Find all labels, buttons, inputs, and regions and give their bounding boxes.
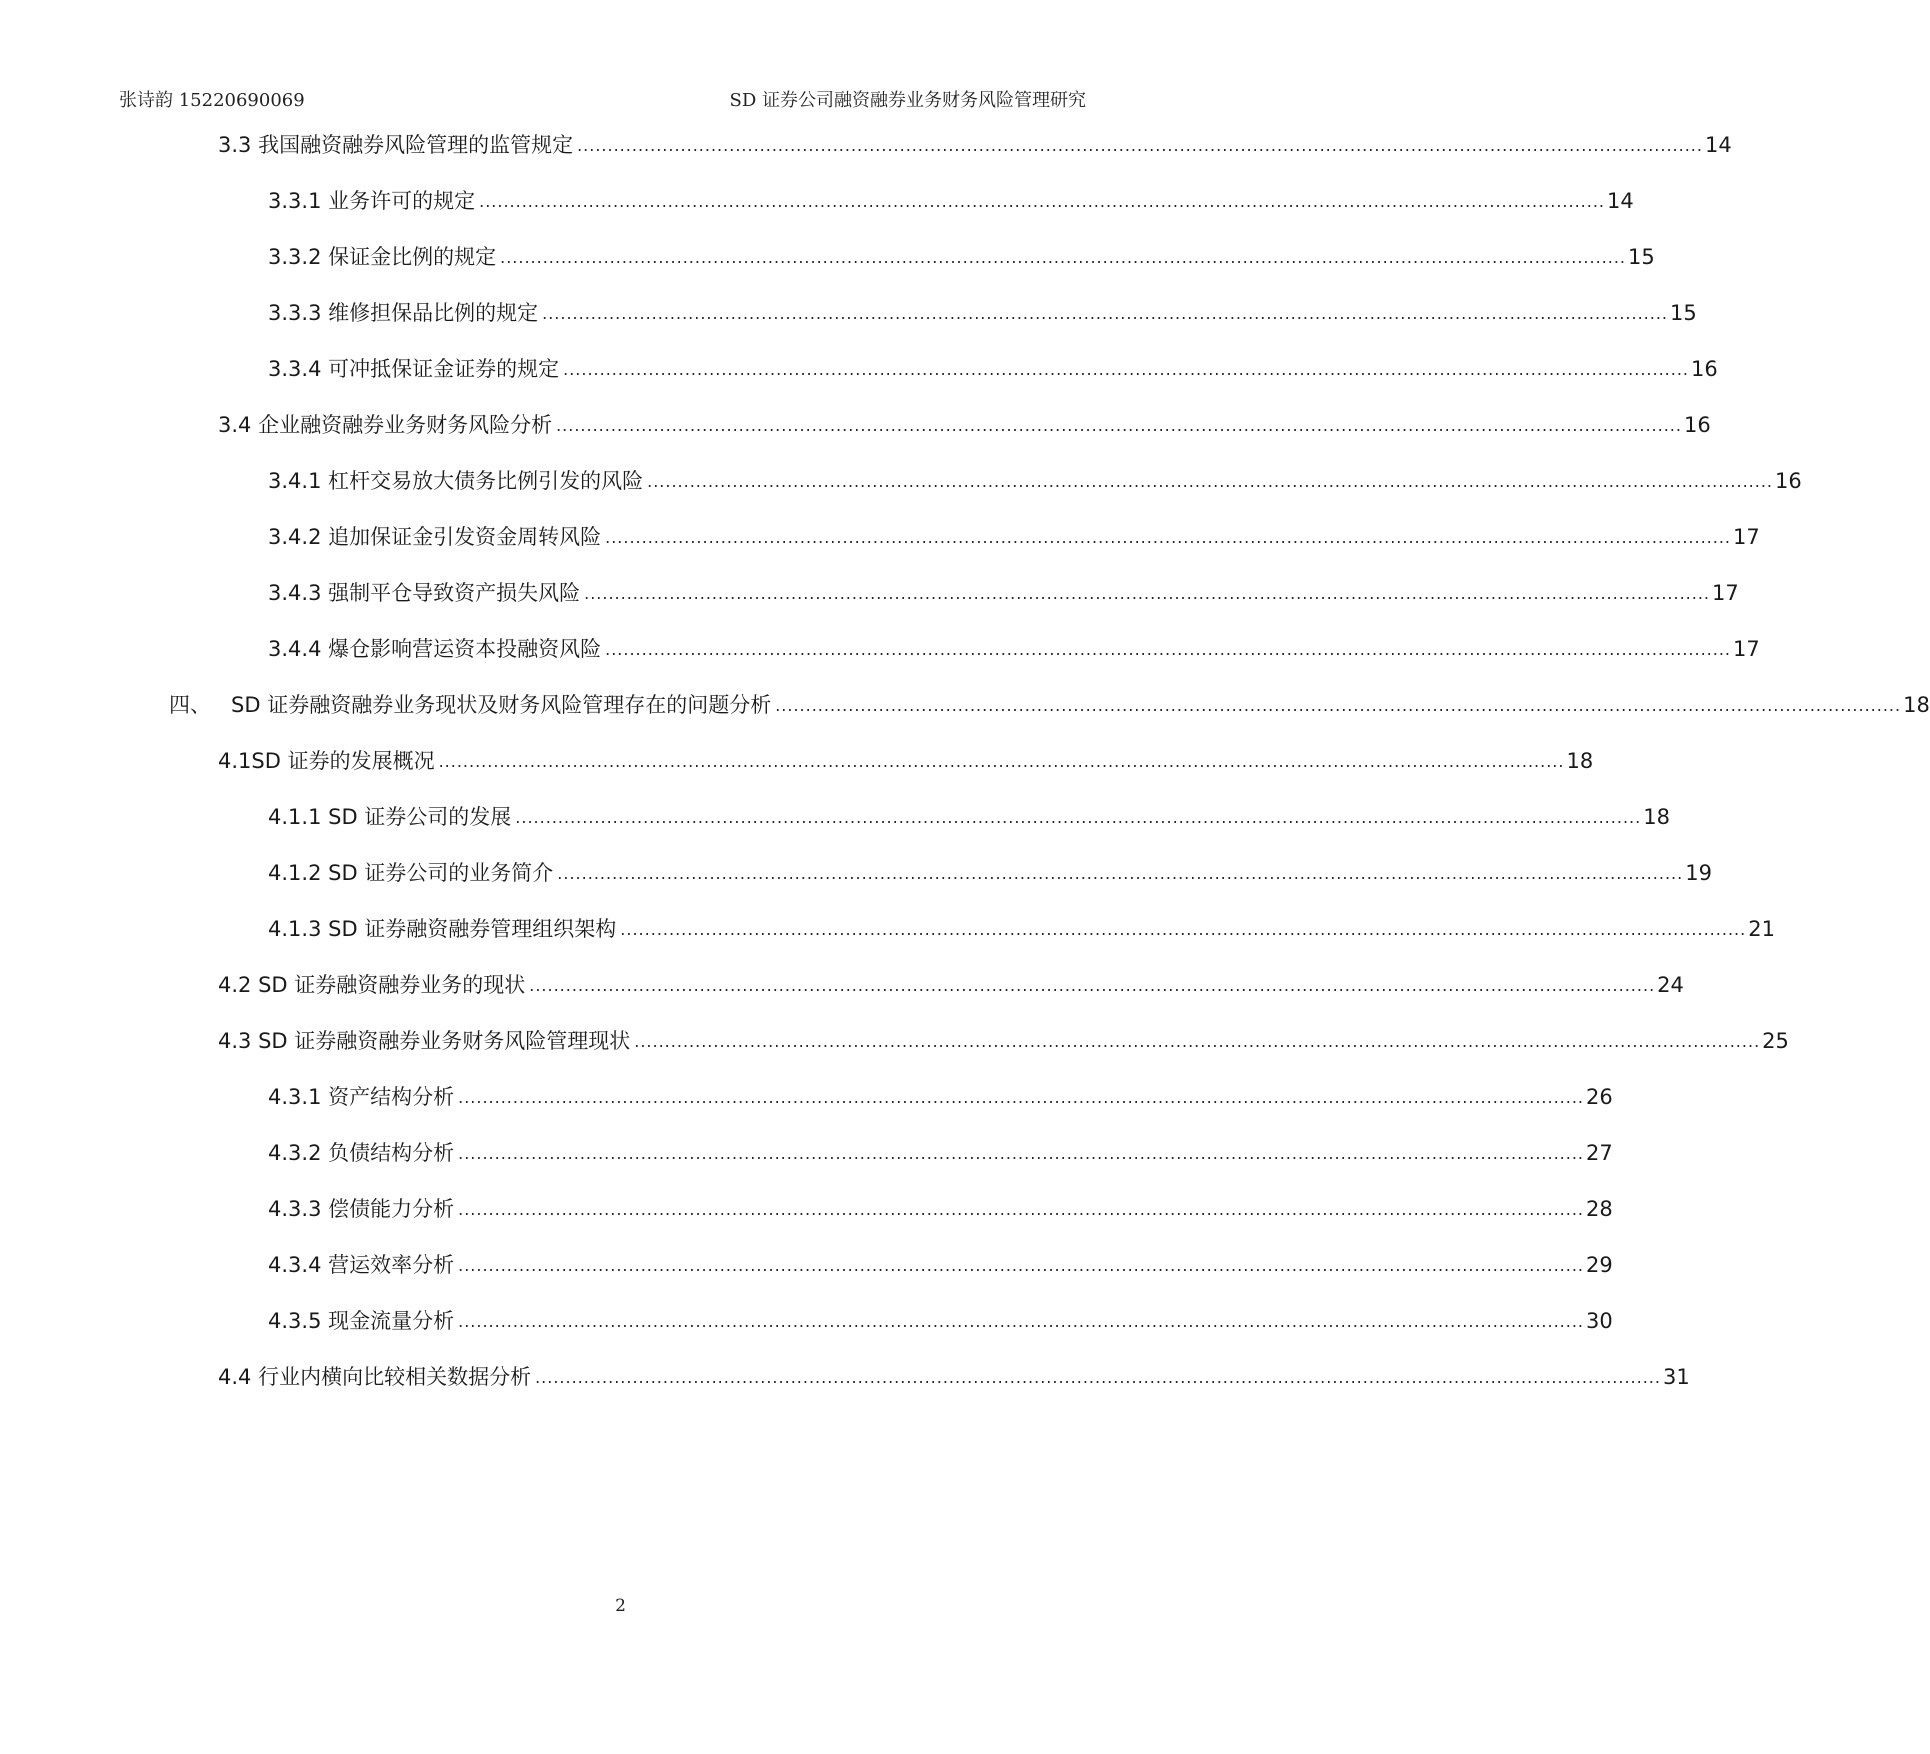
toc-leader-dots: ......................................................................................................................................................................................... xyxy=(529,976,1656,995)
toc-entry-page: 29 xyxy=(1586,1253,1613,1277)
toc-entry-label: 四、 SD 证券融资融券业务现状及财务风险管理存在的问题分析 xyxy=(169,693,772,717)
toc-entry-label: 4.1SD 证券的发展概况 xyxy=(218,749,435,773)
toc-entry-page: 19 xyxy=(1685,861,1712,885)
toc-entry[interactable] xyxy=(268,184,1634,218)
toc-entry-label: 3.4 企业融资融券业务财务风险分析 xyxy=(218,413,553,437)
toc-entry-label: 4.1.2 SD 证券公司的业务简介 xyxy=(268,861,554,885)
toc-entry-label: 4.3 SD 证券融资融券业务财务风险管理现状 xyxy=(218,1029,631,1053)
toc-entry[interactable] xyxy=(268,576,1739,610)
toc-entry-page: 18 xyxy=(1643,805,1670,829)
toc-entry-page: 30 xyxy=(1586,1309,1613,1333)
toc-entry-page: 15 xyxy=(1670,301,1697,325)
toc-leader-dots: ......................................................................................................................................................................................... xyxy=(605,640,1732,659)
toc-leader-dots: ......................................................................................................................................................................................... xyxy=(438,752,1565,771)
toc-entry-page: 18 xyxy=(1903,693,1930,717)
toc-entry-label: 4.3.1 资产结构分析 xyxy=(268,1085,455,1109)
toc-entry-page: 18 xyxy=(1566,749,1594,773)
toc-entry-label: 3.4.3 强制平仓导致资产损失风险 xyxy=(268,581,581,605)
toc-leader-dots: ......................................................................................................................................................................................... xyxy=(563,360,1690,379)
toc-leader-dots: ......................................................................................................................................................................................... xyxy=(458,1200,1585,1219)
toc-entry[interactable] xyxy=(268,296,1697,330)
toc-entry[interactable] xyxy=(268,1136,1613,1170)
toc-entry-label: 3.3.3 维修担保品比例的规定 xyxy=(268,301,539,325)
toc-entry-page: 16 xyxy=(1683,413,1711,437)
toc-entry-page: 26 xyxy=(1586,1085,1613,1109)
toc-entry[interactable] xyxy=(268,1304,1613,1338)
toc-entry-page: 16 xyxy=(1775,469,1802,493)
toc-entry-label: 4.3.5 现金流量分析 xyxy=(268,1309,455,1333)
toc-leader-dots: ......................................................................................................................................................................................... xyxy=(647,472,1774,491)
toc-entry-page: 21 xyxy=(1748,917,1775,941)
toc-leader-dots: ......................................................................................................................................................................................... xyxy=(458,1144,1585,1163)
toc-leader-dots: ......................................................................................................................................................................................... xyxy=(634,1032,1761,1051)
toc-entry[interactable] xyxy=(218,1360,1690,1394)
toc-entry-label: 4.4 行业内横向比较相关数据分析 xyxy=(218,1365,532,1389)
toc-entry-page: 16 xyxy=(1691,357,1718,381)
toc-leader-dots: ......................................................................................................................................................................................... xyxy=(542,304,1669,323)
toc-leader-dots: ......................................................................................................................................................................................... xyxy=(458,1088,1585,1107)
toc-leader-dots: ......................................................................................................................................................................................... xyxy=(584,584,1711,603)
toc-entry-label: 3.3.1 业务许可的规定 xyxy=(268,189,476,213)
toc-entry-page: 24 xyxy=(1657,973,1684,997)
toc-leader-dots: ......................................................................................................................................................................................... xyxy=(620,920,1747,939)
header-document-title: SD 证券公司融资融券业务财务风险管理研究 xyxy=(729,90,1086,111)
toc-entry[interactable] xyxy=(268,1192,1613,1226)
page-number: 2 xyxy=(615,1596,626,1616)
toc-leader-dots: ......................................................................................................................................................................................... xyxy=(556,416,1682,435)
toc-entry[interactable] xyxy=(268,800,1670,834)
toc-entry-label: 3.3 我国融资融券风险管理的监管规定 xyxy=(218,133,574,157)
toc-entry-page: 14 xyxy=(1607,189,1634,213)
toc-entry-label: 4.3.2 负债结构分析 xyxy=(268,1141,455,1165)
toc-entry[interactable] xyxy=(218,128,1732,162)
toc-entry-label: 3.4.4 爆仓影响营运资本投融资风险 xyxy=(268,637,602,661)
toc-entry[interactable] xyxy=(268,352,1718,386)
toc-entry[interactable] xyxy=(268,464,1802,498)
toc-entry[interactable] xyxy=(268,1080,1613,1114)
page-header xyxy=(0,86,1241,116)
toc-entry-label: 4.1.3 SD 证券融资融券管理组织架构 xyxy=(268,917,617,941)
toc-entry-page: 17 xyxy=(1712,581,1739,605)
toc-entry-label: 3.4.1 杠杆交易放大债务比例引发的风险 xyxy=(268,469,644,493)
toc-entry-page: 14 xyxy=(1704,133,1732,157)
toc-entry-label: 3.4.2 追加保证金引发资金周转风险 xyxy=(268,525,602,549)
toc-leader-dots: ......................................................................................................................................................................................... xyxy=(515,808,1642,827)
toc-entry-page: 27 xyxy=(1586,1141,1613,1165)
toc-leader-dots: ......................................................................................................................................................................................... xyxy=(577,136,1703,155)
toc-entry-label: 3.3.4 可冲抵保证金证券的规定 xyxy=(268,357,560,381)
toc-entry[interactable] xyxy=(268,856,1712,890)
toc-entry-page: 31 xyxy=(1662,1365,1690,1389)
toc-entry-label: 4.2 SD 证券融资融券业务的现状 xyxy=(218,973,526,997)
toc-leader-dots: ......................................................................................................................................................................................... xyxy=(605,528,1732,547)
toc-entry-label: 4.3.3 偿债能力分析 xyxy=(268,1197,455,1221)
toc-entry-page: 15 xyxy=(1628,245,1655,269)
toc-entry-page: 28 xyxy=(1586,1197,1613,1221)
header-author-phone: 张诗韵 15220690069 xyxy=(119,90,305,111)
toc-entry-page: 25 xyxy=(1762,1029,1789,1053)
toc-entry[interactable] xyxy=(218,744,1594,778)
toc-entry[interactable] xyxy=(268,520,1760,554)
toc-entry[interactable] xyxy=(268,1248,1613,1282)
toc-entry-label: 4.1.1 SD 证券公司的发展 xyxy=(268,805,512,829)
toc-entry[interactable] xyxy=(268,912,1775,946)
toc-leader-dots: ......................................................................................................................................................................................... xyxy=(458,1256,1585,1275)
toc-leader-dots: ......................................................................................................................................................................................... xyxy=(458,1312,1585,1331)
toc-leader-dots: ......................................................................................................................................................................................... xyxy=(479,192,1606,211)
toc-entry[interactable] xyxy=(169,688,1930,722)
toc-entry[interactable] xyxy=(218,968,1684,1002)
toc-entry-page: 17 xyxy=(1733,637,1760,661)
toc-entry-label: 3.3.2 保证金比例的规定 xyxy=(268,245,497,269)
toc-entry[interactable] xyxy=(218,408,1711,442)
toc-entry[interactable] xyxy=(218,1024,1789,1058)
toc-entry-label: 4.3.4 营运效率分析 xyxy=(268,1253,455,1277)
toc-leader-dots: ......................................................................................................................................................................................... xyxy=(775,696,1902,715)
toc-entry[interactable] xyxy=(268,240,1655,274)
toc-leader-dots: ......................................................................................................................................................................................... xyxy=(535,1368,1661,1387)
toc-entry-page: 17 xyxy=(1733,525,1760,549)
toc-leader-dots: ......................................................................................................................................................................................... xyxy=(500,248,1627,267)
toc-leader-dots: ......................................................................................................................................................................................... xyxy=(557,864,1684,883)
toc-entry[interactable] xyxy=(268,632,1760,666)
